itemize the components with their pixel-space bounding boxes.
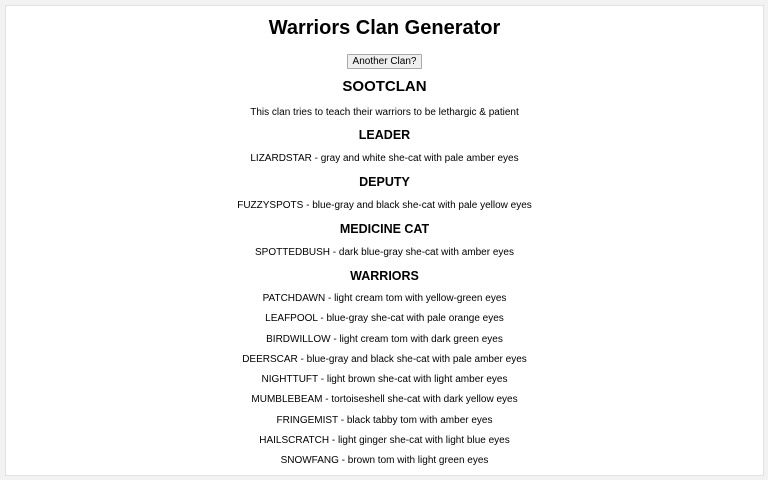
clan-description: This clan tries to teach their warriors to be lethargic & patient — [250, 107, 519, 118]
warriors-list — [6, 292, 763, 468]
warrior-item: PATCHDAWN - light cream tom with yellow-green eyes — [262, 293, 507, 304]
warriors-heading: WARRIORS — [350, 269, 419, 283]
warrior-item: LEAFPOOL - blue-gray she-cat with pale orange eyes — [265, 313, 504, 325]
warrior-item: NIGHTTUFT - light brown she-cat with light amber eyes — [261, 374, 508, 386]
clan-card — [5, 5, 764, 476]
medicine-cat-heading: MEDICINE CAT — [339, 222, 430, 236]
warrior-item: MUMBLEBEAM - tortoiseshell she-cat with dark yellow eyes — [251, 394, 518, 406]
clan-name: SOOTCLAN — [342, 78, 427, 95]
leader-heading: LEADER — [358, 128, 411, 142]
deputy-heading: DEPUTY — [359, 175, 410, 189]
another-clan-button[interactable]: Another Clan? — [347, 54, 423, 69]
medicine-cat: SPOTTEDBUSH - dark blue-gray she-cat with amber eyes — [255, 247, 514, 258]
leader-cat: LIZARDSTAR - gray and white she-cat with pale amber eyes — [250, 153, 519, 164]
page-title: Warriors Clan Generator — [268, 17, 501, 39]
warrior-item: BIRDWILLOW - light cream tom with dark green eyes — [266, 333, 503, 345]
warrior-item: FRINGEMIST - black tabby tom with amber eyes — [276, 414, 493, 426]
warrior-item: SNOWFANG - brown tom with light green eyes — [280, 455, 489, 467]
deputy-cat: FUZZYSPOTS - blue-gray and black she-cat with pale yellow eyes — [237, 200, 532, 211]
warrior-item: HAILSCRATCH - light ginger she-cat with light blue eyes — [259, 435, 510, 447]
warrior-item: DEERSCAR - blue-gray and black she-cat with pale amber eyes — [242, 353, 527, 365]
